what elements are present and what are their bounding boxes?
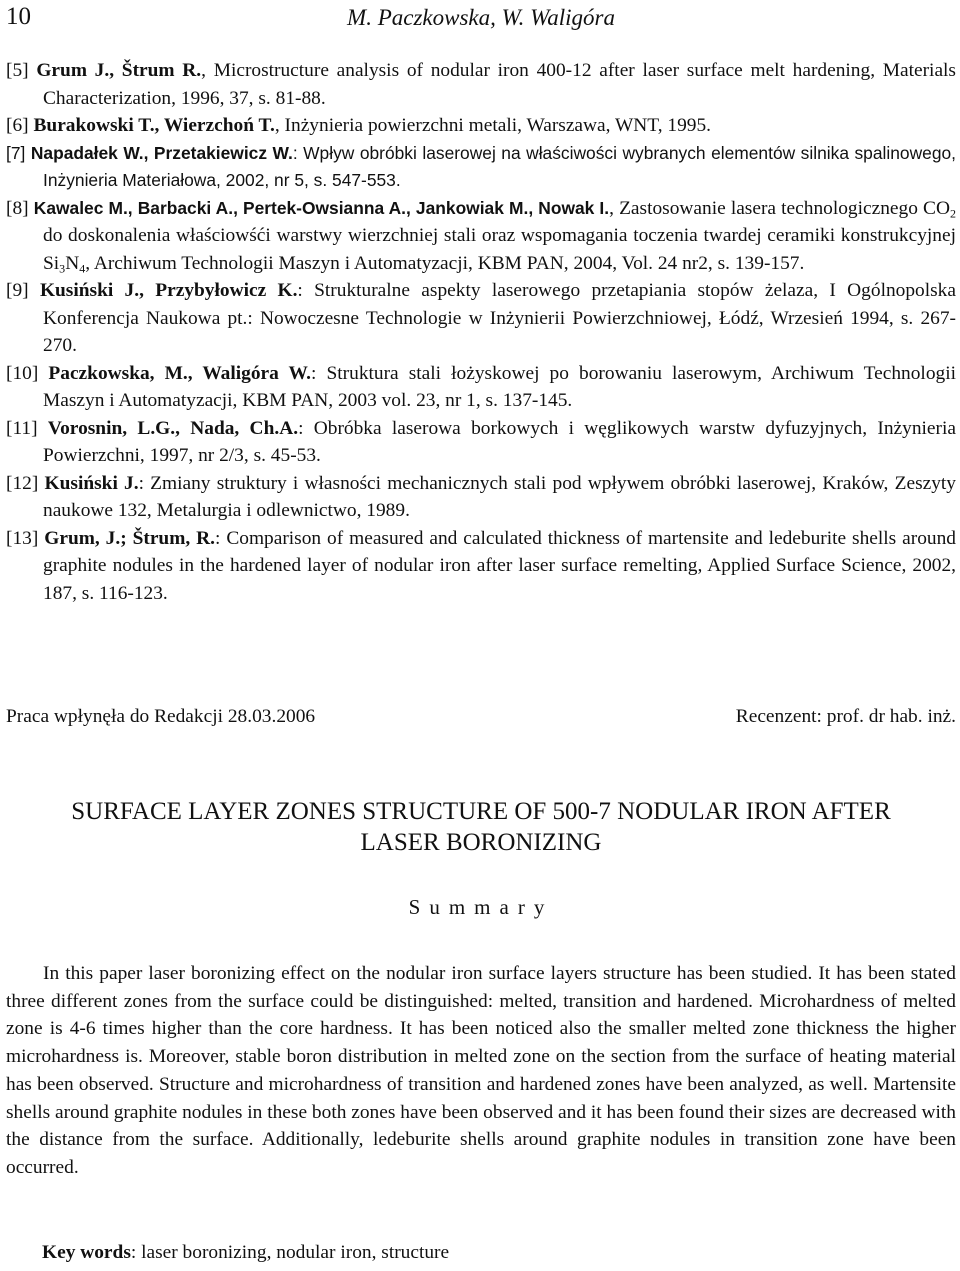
reference-authors: Kusiński J. xyxy=(44,472,139,494)
reference-text: , Inżynieria powierzchni metali, Warszawa, WNT, 1995. xyxy=(274,115,712,136)
reference-authors: Napadałek W., Przetakiewicz W. xyxy=(30,142,293,163)
keywords-label: Key words xyxy=(42,1242,131,1263)
page-header xyxy=(6,2,956,32)
reference-number: [8] xyxy=(6,197,29,219)
reference-text: , Zastosowanie lasera technologicznego CO xyxy=(609,197,950,219)
reference-number: [11] xyxy=(6,417,38,439)
keywords xyxy=(42,1239,449,1267)
page-number: 10 xyxy=(6,3,31,30)
received-date: Praca wpłynęła do Redakcji 28.03.2006 xyxy=(6,706,316,727)
reference-text: : Struktura stali łożyskowej po borowaniu laserowym, Archiwum Technologii Maszyn i Automatyzacji, KBM PAN, 2003 vol. 23, nr 1, s. 137-145. xyxy=(43,362,956,411)
title-line: SURFACE LAYER ZONES STRUCTURE OF 500-7 NODULAR IRON AFTER xyxy=(71,798,891,825)
reference-text: do doskonalenia właściowśći warstwy wierzchniej stali oraz wspomagania toczenia twardej ceramiki konstrukcyjnej Si xyxy=(43,225,956,274)
reference-text: , Archiwum Technologii Maszyn i Automatyzacji, KBM PAN, 2004, Vol. 24 nr2, s. 139-157. xyxy=(85,252,805,274)
reference-item xyxy=(6,277,956,360)
summary-heading: Summary xyxy=(408,895,554,919)
reference-number: [12] xyxy=(6,472,39,494)
reference-number: [7] xyxy=(6,142,26,163)
reference-text: : Zmiany struktury i własności mechanicznych stali pod wpływem obróbki laserowej, Kraków, Zeszyty naukowe 132, Metalurgia i odlewnictwo, 1989. xyxy=(43,472,956,521)
summary-paragraph: In this paper laser boronizing effect on the nodular iron surface layers structure has been studied. It has been stated three different zones from the surface could be distinguished: melted, transition and hardened. Microhardness of melted zone is 4-6 times higher than the core hardness. It has been noticed also the smaller melted zone thickness the higher microhardness is. Moreover, stable boron distribution in melted zone on the section from the surface of heating material has been observed. Structure and microhardness of transition and hardened zones have been analyzed, as well. Martensite shells around graphite nodules in these both zones have been observed and it has been found their sizes are decreased with the distance from the surface. Additionally, ledeburite shells around graphite nodules in transition zone have been occurred. xyxy=(6,963,956,1178)
reference-text: : Obróbka laserowa borkowych i węglikowych warstw dyfuzyjnych, Inżynieria Powierzchni, 1997, nr 2/3, s. 45-53. xyxy=(43,417,956,466)
reference-authors: Kawalec M., Barbacki A., Pertek-Owsianna A., Jankowiak M., Nowak I. xyxy=(33,197,610,218)
reference-authors: Burakowski T., Wierzchoń T. xyxy=(33,115,275,136)
reference-text: : Comparison of measured and calculated thickness of martensite and ledeburite shells around graphite nodules in the hardened layer of nodular iron after laser surface remelting, Applied Surface Science, 2002, 187, s. 116-123. xyxy=(43,527,956,604)
reference-number: [6] xyxy=(6,115,29,136)
reference-text: : Strukturalne aspekty laserowego przetapiania stopów żelaza, I Ogólnopolska Konferencja Naukowa pt.: Nowoczesne Technologie w Inżynierii Powierzchniowej, Łódź, Wrzesień 1994, s. 267-270. xyxy=(43,280,956,356)
reference-item xyxy=(6,525,956,608)
reference-number: [5] xyxy=(6,60,29,81)
reference-item xyxy=(6,470,956,525)
reference-number: [10] xyxy=(6,362,39,384)
reference-number: [13] xyxy=(6,527,39,549)
article-meta xyxy=(6,703,956,733)
reference-authors: Grum J., Štrum R. xyxy=(36,60,202,81)
reference-text: N xyxy=(65,252,80,274)
reference-item xyxy=(6,57,956,112)
english-title xyxy=(6,796,956,858)
subscript: 3 xyxy=(59,260,66,275)
keywords-value: : laser boronizing, nodular iron, structure xyxy=(130,1242,450,1263)
running-head: M. Paczkowska, W. Waligóra xyxy=(347,5,615,30)
reference-item xyxy=(6,360,956,415)
reference-list xyxy=(6,57,956,607)
reference-number: [9] xyxy=(6,280,29,301)
reference-item xyxy=(6,195,956,278)
reference-item xyxy=(6,415,956,470)
reference-authors: Vorosnin, L.G., Nada, Ch.A. xyxy=(47,417,299,439)
reviewer: Recenzent: prof. dr hab. inż. xyxy=(735,706,956,727)
reference-item xyxy=(6,112,956,140)
subscript: 4 xyxy=(79,260,86,275)
reference-authors: Kusiński J., Przybyłowicz K. xyxy=(39,280,298,301)
reference-text: : Wpływ obróbki laserowej na właściwości wybranych elementów silnika spalinowego, Inżynieria Materiałowa, 2002, nr 5, s. 547-553. xyxy=(43,142,956,190)
reference-text: , Microstructure analysis of nodular iron 400-12 after laser surface melt hardening, Materials Characterization, 1996, 37, s. 81-88. xyxy=(43,60,956,109)
title-line: LASER BORONIZING xyxy=(360,829,602,856)
reference-item xyxy=(6,140,956,195)
subscript: 2 xyxy=(949,205,956,220)
reference-authors: Paczkowska, M., Waligóra W. xyxy=(48,362,312,384)
reference-authors: Grum, J.; Štrum, R. xyxy=(44,527,215,549)
